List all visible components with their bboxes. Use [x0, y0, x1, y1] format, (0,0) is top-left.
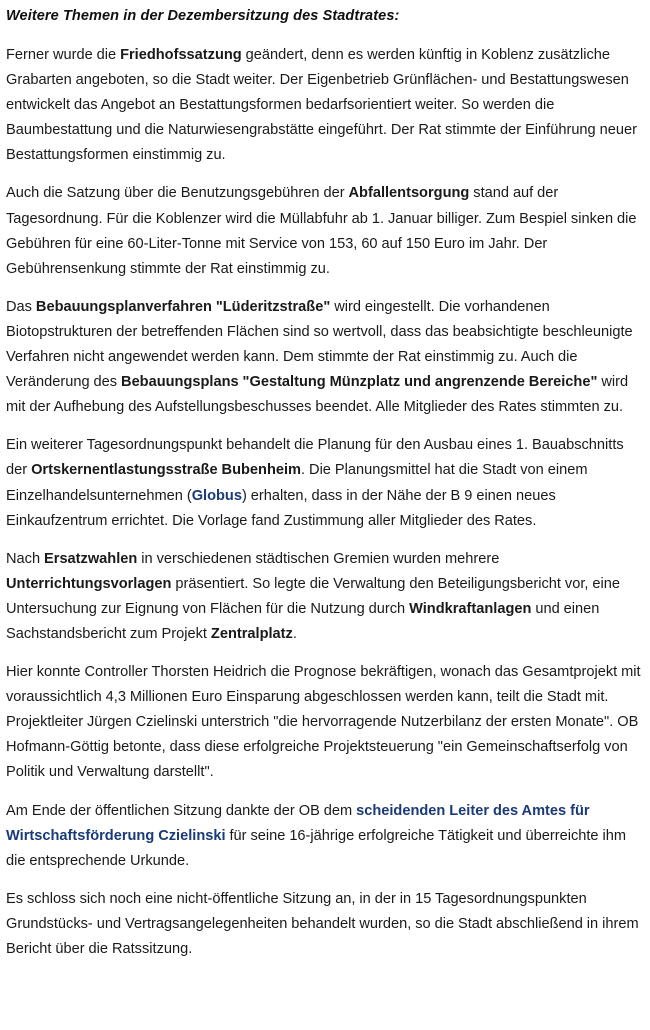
- emphasis-unterrichtungsvorlagen: Unterrichtungsvorlagen: [6, 575, 172, 592]
- emphasis-abfallentsorgung: Abfallentsorgung: [348, 185, 470, 202]
- text-run: Hier konnte Controller Thorsten Heidrich die Prognose bekräftigen, wonach das Gesamtprojekt mit voraussichtlich 4,3 Millionen Euro Einsparung abgeschlossen werden kann, teilt die Stadt mit. Projektleiter Jürgen Czielinski unterstrich "die hervorragende Nutzerbilanz der ersten Monate". OB Hofmann-Göttig betonte, dass diese erfolgreiche Projektsteuerung "ein Gemeinschaftserfolg von Politik und Verwaltung darstellt".: [6, 664, 641, 781]
- paragraph-nichtoeffentliche-sitzung: [6, 874, 642, 962]
- text-run: Das: [6, 298, 36, 315]
- emphasis-bubenheim: Ortskernentlastungsstraße Bubenheim: [31, 462, 302, 479]
- paragraph-ersatzwahlen: [6, 534, 642, 647]
- emphasis-ersatzwahlen: Ersatzwahlen: [44, 550, 138, 567]
- page-title: Weitere Themen in der Dezembersitzung des Stadtrates:: [6, 8, 400, 24]
- paragraph-ortskernentlastungsstrasse: [6, 420, 642, 533]
- emphasis-muenzplatz: Bebauungsplans "Gestaltung Münzplatz und angrenzende Bereiche": [121, 374, 598, 391]
- paragraph-controller-prognose: [6, 647, 642, 785]
- paragraph-abfallentsorgung: [6, 168, 642, 281]
- emphasis-luederitzstrasse: Bebauungsplanverfahren "Lüderitzstraße": [35, 298, 331, 315]
- link-globus[interactable]: Globus: [191, 487, 242, 504]
- text-run: und einen Sachstandsbericht zum Projekt: [6, 600, 600, 642]
- text-run: Ferner wurde die: [6, 47, 121, 63]
- text-run: wird eingestellt. Die vorhandenen Biotopstrukturen der betreffenden Flächen sind so wertvoll, dass das beabsichtigte beschleunigte Verfahren nicht angewendet werden kann. Dem stimmte der Rat einstimmig zu. Auch die Veränderung des: [6, 298, 633, 391]
- text-run: .: [292, 625, 297, 642]
- text-run: Es schloss sich noch eine nicht-öffentliche Sitzung an, in der in 15 Tagesordnungspunkten Grundstücks- und Vertragsangelegenheiten behandelt wurden, so die Stadt abschließend in ihrem Bericht über die Ratssitzung.: [6, 890, 639, 957]
- text-run: Nach: [6, 550, 45, 567]
- text-run: wird mit der Aufhebung des Aufstellungsbeschusses beendet. Alle Mitglieder des Rates stimmten zu.: [6, 374, 629, 416]
- text-run: präsentiert. So legte die Verwaltung den Beteiligungsbericht vor, eine Untersuchung zur Eignung von Flächen für die Nutzung durch: [6, 575, 620, 617]
- text-run: Am Ende der öffentlichen Sitzung dankte der OB dem: [6, 802, 357, 819]
- text-run: in verschiedenen städtischen Gremien wurden mehrere: [137, 550, 500, 567]
- paragraph-friedhofssatzung: [6, 29, 642, 168]
- paragraph-dank-an-czielinski: [6, 786, 642, 874]
- text-run: geändert, denn es werden künftig in Koblenz zusätzliche Grabarten angeboten, so die Stadt weiter. Der Eigenbetrieb Grünflächen- und Bestattungswesen entwickelt das Angebot an Bestattungsformen bedarfsorientiert weiter. So werden die Baumbestattung und die Naturwiesengrabstätte eingeführt. Der Rat stimmte der Einführung neuer Bestattungsformen einstimmig zu.: [6, 47, 637, 164]
- text-run: ) erhalten, dass in der Nähe der B 9 einen neues Einkaufzentrum errichtet. Die Vorlage fand Zustimmung aller Mitglieder des Rates.: [6, 487, 556, 529]
- link-wirtschaftsfoerderung-czielinski[interactable]: scheidenden Leiter des Amtes für Wirtschaftsförderung Czielinski: [6, 802, 590, 844]
- paragraph-bebauungsplanverfahren: [6, 282, 642, 420]
- text-run: Ein weiterer Tagesordnungspunkt behandelt die Planung für den Ausbau eines 1. Bauabschnitts der: [6, 437, 624, 479]
- text-run: . Die Planungsmittel hat die Stadt von einem Einzelhandelsunternehmen (: [6, 462, 588, 504]
- text-run: Auch die Satzung über die Benutzungsgebühren der: [6, 185, 349, 202]
- emphasis-windkraftanlagen: Windkraftanlagen: [409, 600, 532, 617]
- emphasis-friedhofssatzung: Friedhofssatzung: [120, 47, 242, 63]
- emphasis-zentralplatz: Zentralplatz: [210, 625, 293, 642]
- text-run: stand auf der Tagesordnung. Für die Koblenzer wird die Müllabfuhr ab 1. Januar billiger. Zum Bespiel sinken die Gebühren für eine 60-Liter-Tonne mit Service von 153, 60 auf 150 Euro im Jahr. Der Gebührensenkung stimmte der Rat einstimmig zu.: [6, 185, 637, 277]
- text-run: für seine 16-jährige erfolgreiche Tätigkeit und überreichte ihm die entsprechende Urkunde.: [6, 827, 627, 869]
